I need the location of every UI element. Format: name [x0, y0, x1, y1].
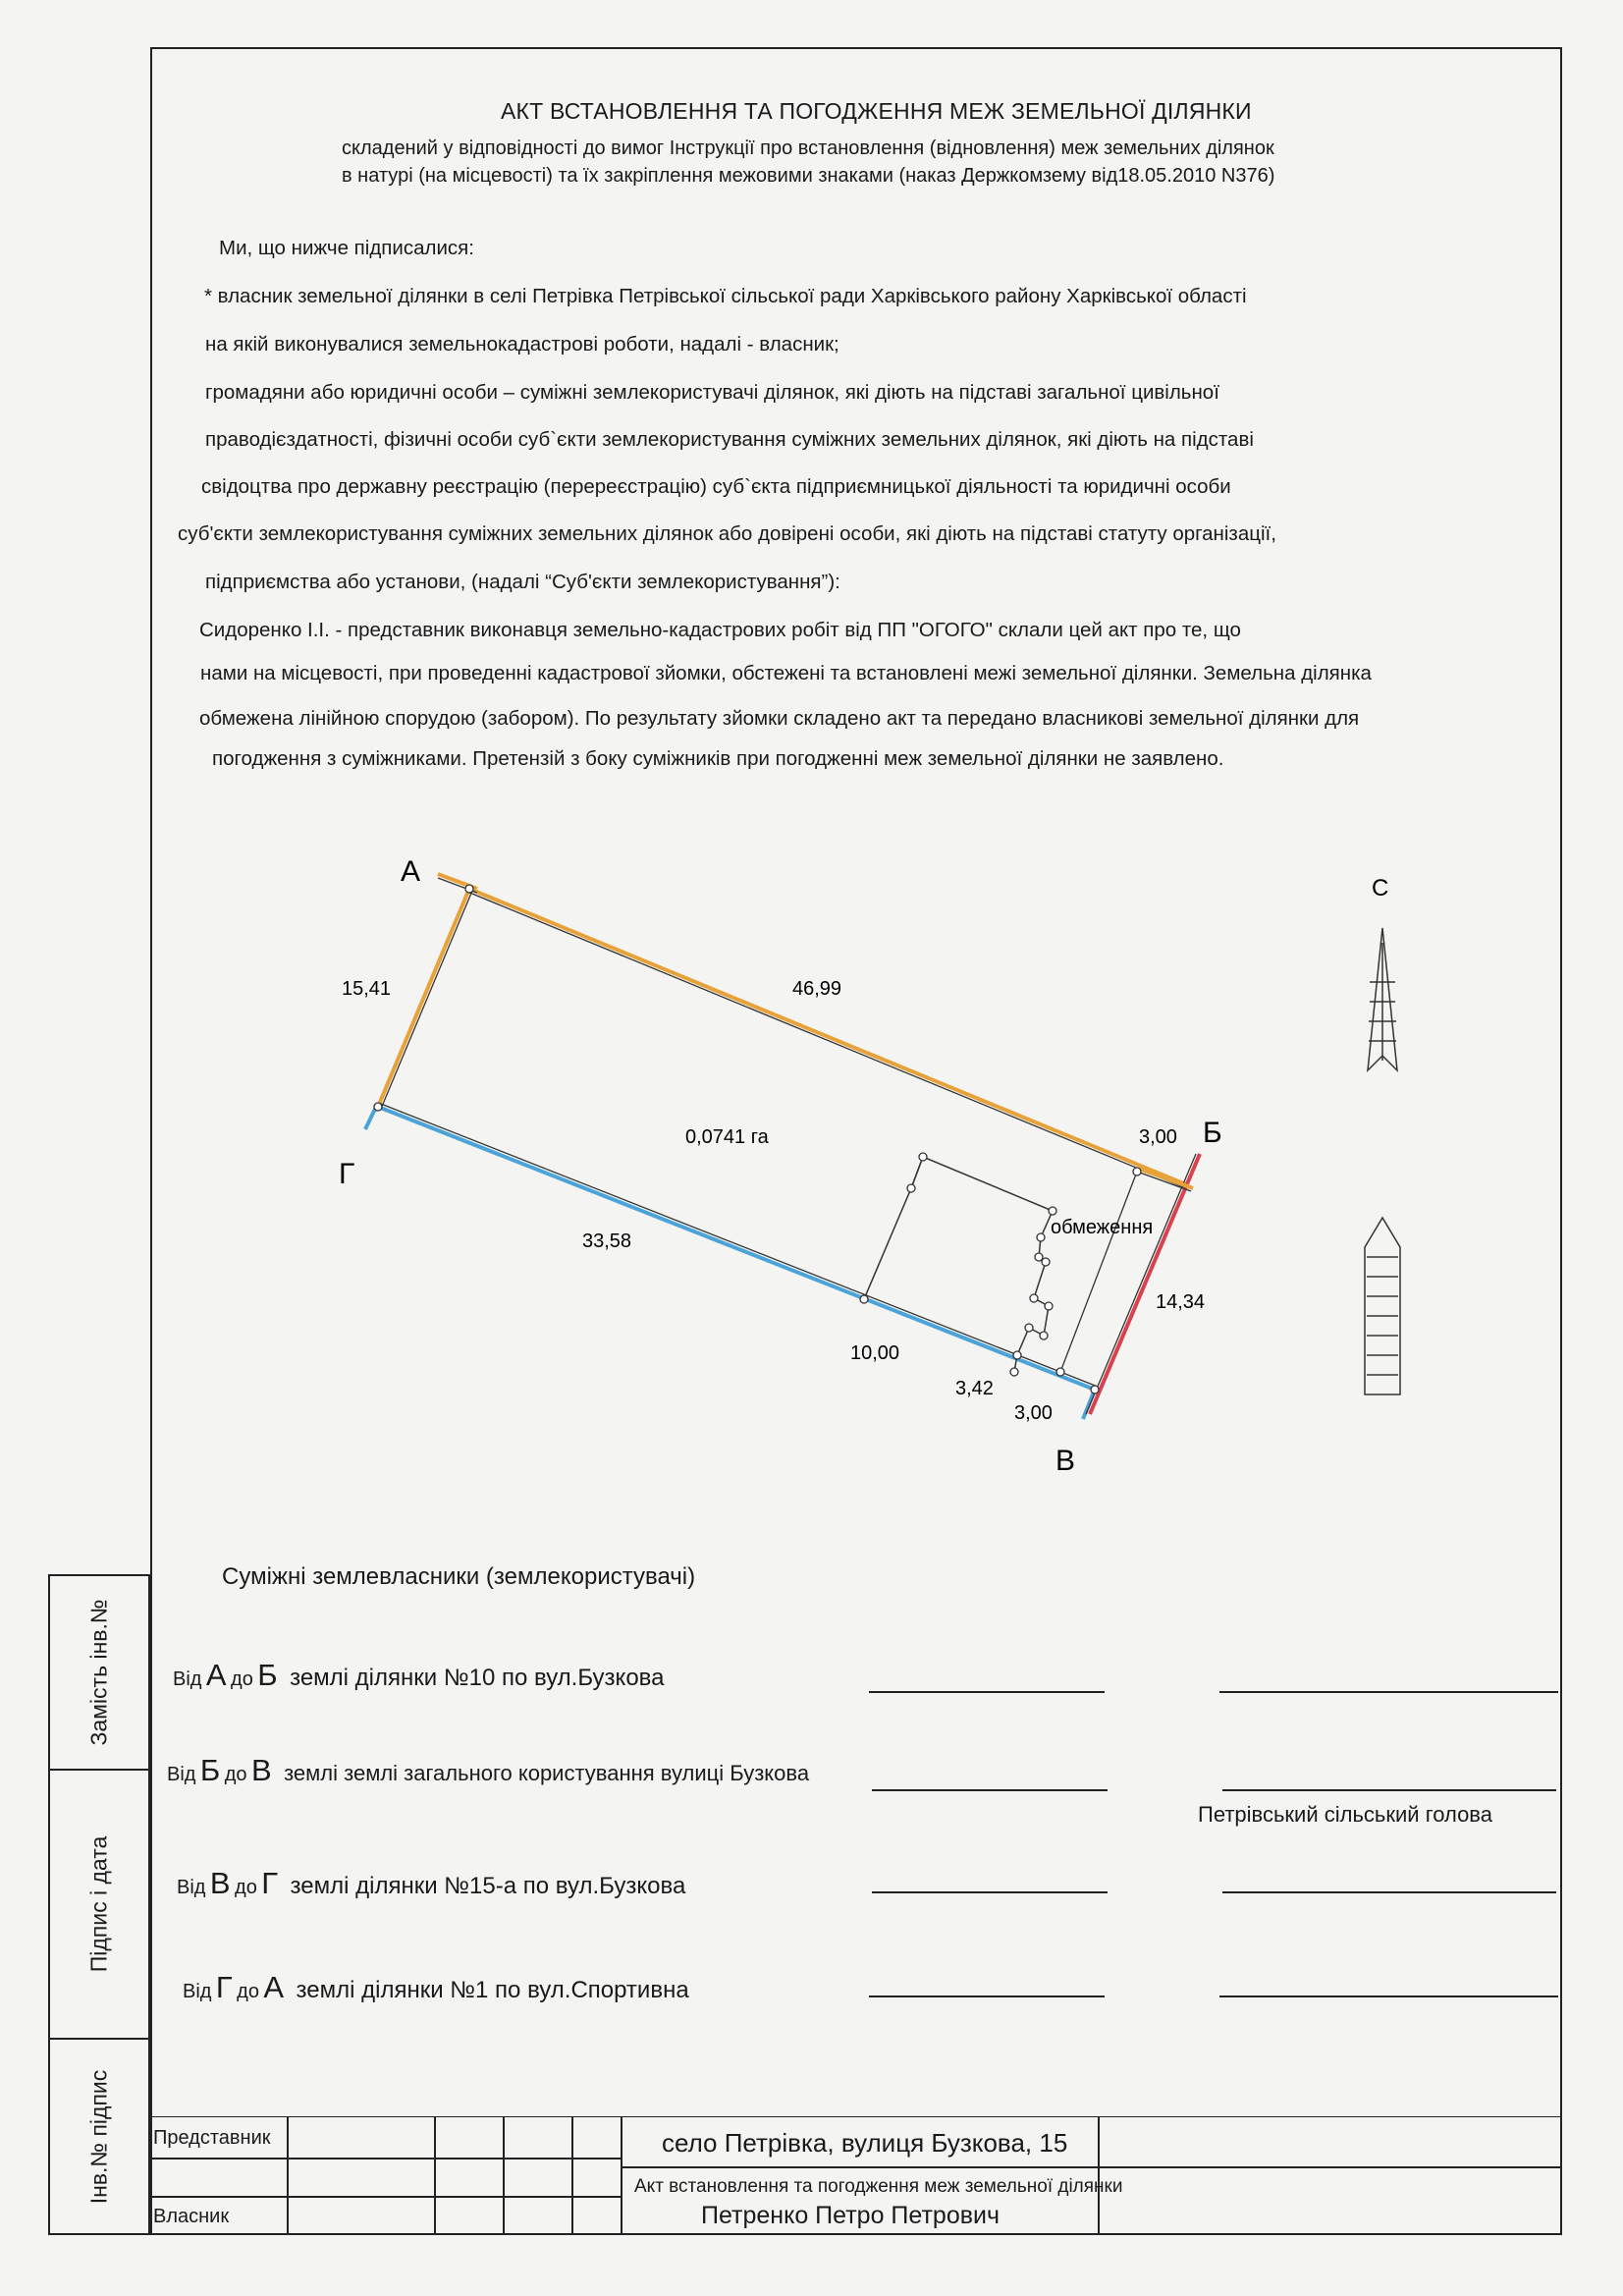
signature-line	[872, 1891, 1108, 1893]
subtitle-line-2: в натурі (на місцевості) та їх закріплення межовими знаками (наказ Держкомзему від18.05.2010 N376)	[342, 165, 1275, 187]
signature-line	[1222, 1891, 1556, 1893]
signature-line	[1219, 1691, 1558, 1693]
dim-1: 3,00	[1139, 1126, 1177, 1148]
body-line: громадяни або юридичні особи – суміжні землекористувачі ділянок, які діють на підставі загальної цивільної	[205, 381, 1219, 404]
signature-line	[1219, 1995, 1558, 1997]
building-outline	[864, 1157, 1053, 1372]
point-v-label: В	[1055, 1445, 1076, 1477]
title-block-cell	[150, 2159, 288, 2197]
length-ab: 46,99	[792, 978, 842, 1000]
neighbors-heading: Суміжні землевласники (землекористувачі)	[222, 1563, 696, 1590]
signature-line	[869, 1995, 1105, 1997]
subtitle-line-1: складений у відповідності до вимог Інструкції про встановлення (відновлення) меж земельних ділянок	[342, 137, 1274, 159]
neighbor-row-1: Від А до Б землі ділянки №10 по вул.Бузкова	[173, 1658, 665, 1692]
title-block-cell	[1099, 2167, 1562, 2235]
side-stamp-zamist: Замість інв.№	[48, 1574, 150, 1771]
title-block-cell	[504, 2116, 572, 2159]
body-line: Сидоренко І.І. - представник виконавця земельно-кадастрових робіт від ПП "ОГОГО" склали цей акт про те, що	[199, 619, 1241, 641]
title-block-cell	[622, 2116, 1099, 2167]
owner-name: Петренко Петро Петрович	[701, 2202, 1000, 2229]
north-label: С	[1372, 875, 1389, 902]
point-a-label: А	[401, 855, 421, 888]
title-block-cell	[435, 2116, 504, 2159]
predstavnyk-label: Представник	[153, 2127, 271, 2149]
title-block-cell	[572, 2197, 622, 2235]
body-line: суб'єкти землекористування суміжних земельних ділянок або довірені особи, які діють на підставі статуту організації,	[178, 522, 1276, 545]
body-line: нами на місцевості, при проведенні кадастрової зйомки, обстежені та встановлені межі земельної ділянки. Земельна ділянка	[200, 662, 1372, 684]
vlasnyk-label: Власник	[153, 2206, 230, 2227]
title-block-cell	[622, 2167, 1123, 2235]
title-block-cell	[504, 2159, 572, 2197]
dim-4: 3,00	[1014, 1402, 1053, 1424]
document-title: АКТ ВСТАНОВЛЕННЯ ТА ПОГОДЖЕННЯ МЕЖ ЗЕМЕЛЬНОЇ ДІЛЯНКИ	[501, 98, 1252, 124]
boundary-v-g	[378, 1107, 1095, 1390]
head-title: Петрівський сільський голова	[1198, 1802, 1492, 1827]
body-line: підприємства або установи, (надалі “Суб'єкти землекористування”):	[205, 571, 840, 593]
signature-line	[1222, 1789, 1556, 1791]
title-block-cell	[572, 2159, 622, 2197]
title-block-cell	[504, 2197, 572, 2235]
boundary-a-b	[469, 889, 1188, 1185]
body-line: на якій виконувалися земельнокадастрові роботи, надалі - власник;	[205, 333, 839, 355]
address-text: село Петрівка, вулиця Бузкова, 15	[662, 2128, 1068, 2158]
title-block-cell	[150, 2116, 288, 2159]
doc-title-text: Акт встановлення та погодження меж земельної ділянки	[634, 2176, 1123, 2197]
length-ga: 15,41	[342, 978, 392, 1000]
body-line: * власник земельної ділянки в селі Петрівка Петрівської сільської ради Харківського району Харківської області	[204, 285, 1247, 307]
title-block-cell	[435, 2197, 504, 2235]
neighbor-row-3: Від В до Г землі ділянки №15-а по вул.Бузкова	[177, 1866, 686, 1900]
title-block-cell	[150, 2197, 288, 2235]
fence-line	[1060, 1172, 1137, 1372]
length-bv: 14,34	[1156, 1291, 1206, 1313]
title-block-cell	[288, 2116, 435, 2159]
side-stamp-pidpys: Підпис і дата	[48, 1769, 150, 2040]
signature-line	[869, 1691, 1105, 1693]
title-block-cell	[435, 2159, 504, 2197]
body-line: обмежена лінійною спорудою (забором). По результату зйомки складено акт та передано власникові земельної ділянки для	[199, 707, 1360, 730]
point-b-label: Б	[1203, 1117, 1222, 1149]
neighbor-row-4: Від Г до А землі ділянки №1 по вул.Спортивна	[183, 1970, 689, 2004]
body-line: праводієздатності, фізичні особи суб`єкти землекористування суміжних земельних ділянок, які діють на підставі	[205, 428, 1254, 451]
boundary-b-v	[1090, 1154, 1200, 1414]
title-block-cell	[288, 2159, 435, 2197]
neighbor-row-2: Від Б до В землі землі загального користування вулиці Бузкова	[167, 1753, 810, 1787]
length-vg: 33,58	[582, 1230, 632, 1252]
title-block-cell	[572, 2116, 622, 2159]
signature-line	[872, 1789, 1108, 1791]
body-line: свідоцтва про державну реєстрацію (перереєстрацію) суб`єкта підприємницької діяльності та юридичні особи	[201, 475, 1231, 498]
north-arrow	[1365, 928, 1400, 1394]
point-g-label: Г	[339, 1158, 355, 1190]
title-block-cell	[288, 2197, 435, 2235]
area-label: 0,0741 га	[685, 1126, 769, 1148]
title-block-cell	[1099, 2116, 1562, 2167]
boundary-a-b-inner	[467, 892, 1186, 1188]
restriction-label: обмеження	[1051, 1217, 1154, 1238]
title-block	[150, 2116, 1562, 2235]
dim-3: 3,42	[955, 1378, 994, 1399]
intro-text: Ми, що нижче підписалися:	[219, 237, 474, 259]
dim-2: 10,00	[850, 1342, 900, 1364]
body-line: погодження з суміжниками. Претензій з боку суміжників при погодженні меж земельної ділянки не заявлено.	[212, 747, 1224, 770]
boundary-g-a	[378, 889, 469, 1107]
side-stamp-inv: Інв.№ підпис	[48, 2038, 150, 2235]
